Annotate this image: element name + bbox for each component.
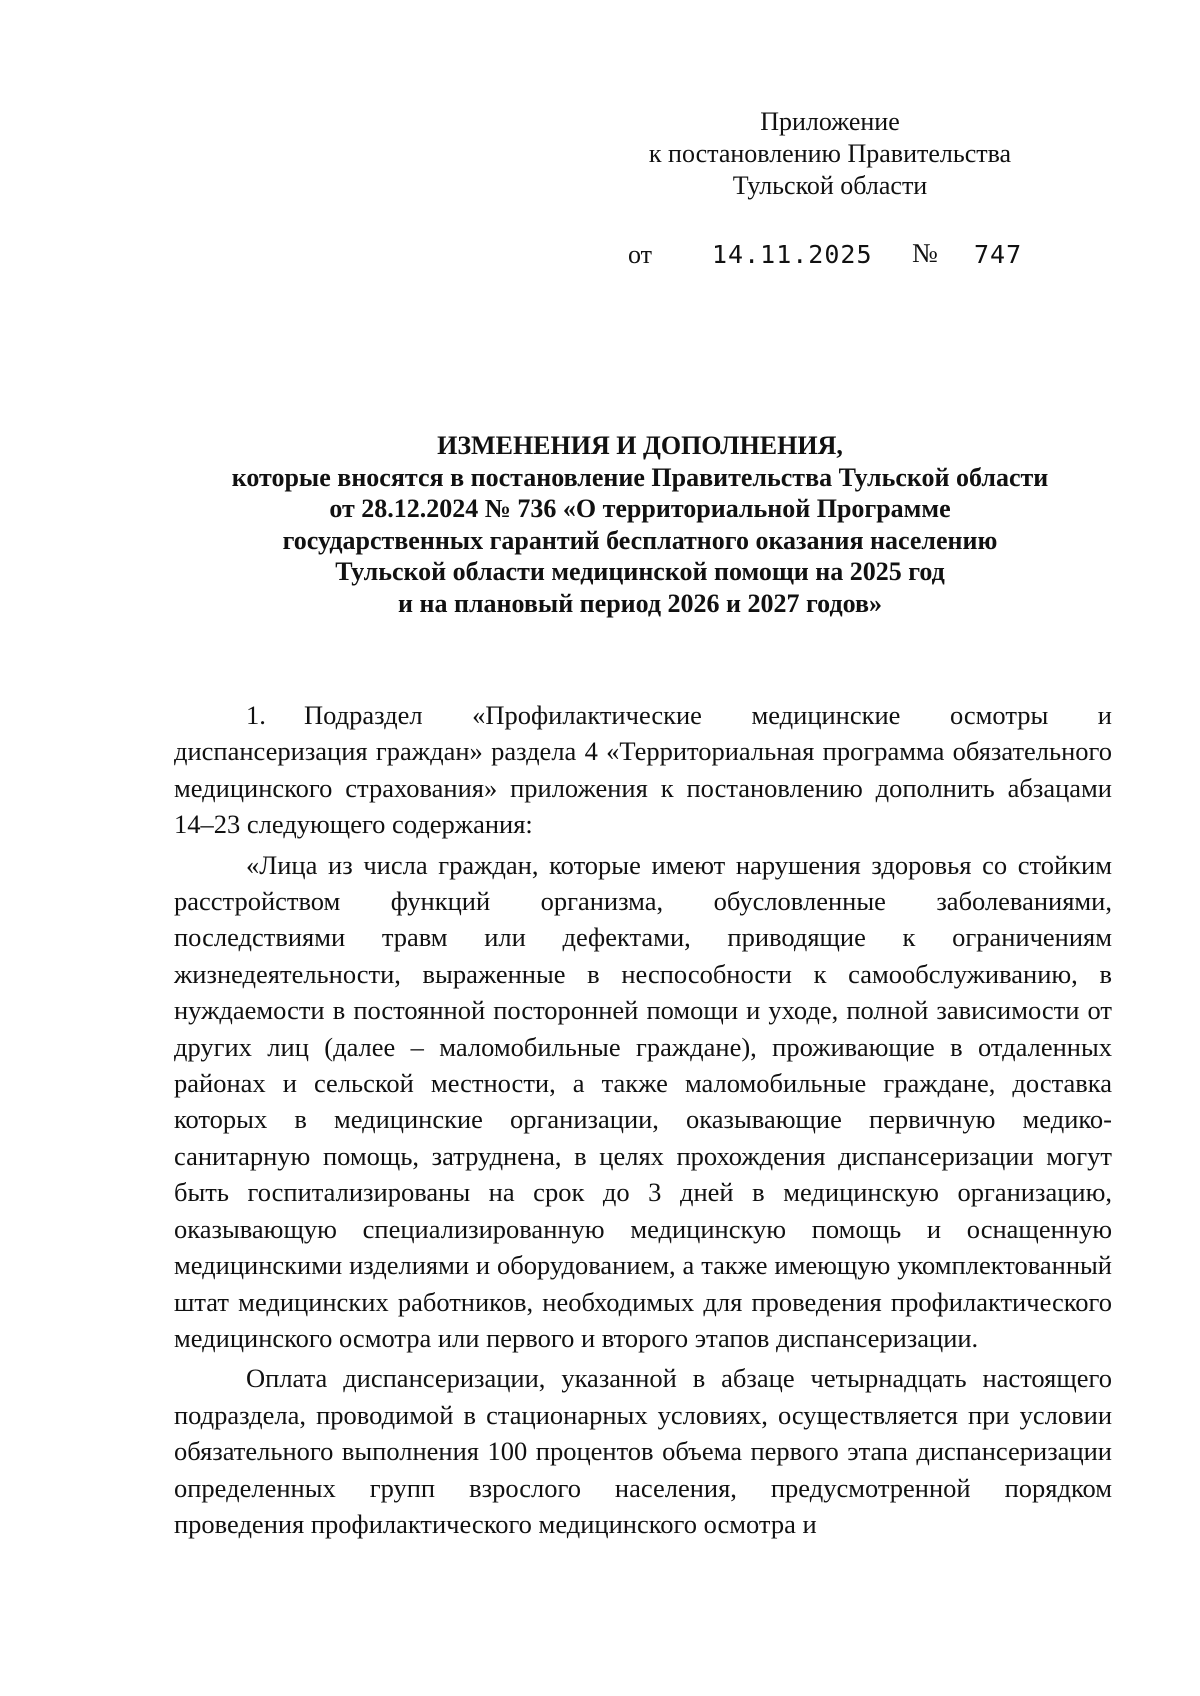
number-sign: №: [912, 238, 938, 268]
title-line: от 28.12.2024 № 736 «О территориальной Программе: [329, 494, 951, 523]
date-prefix: от: [628, 240, 653, 269]
title-line: государственных гарантий бесплатного оказания населению: [282, 525, 998, 555]
document-title: [160, 430, 1120, 619]
paragraph-3: Оплата диспансеризации, указанной в абзаце четырнадцать настоящего подраздела, проводимой в стационарных условиях, осуществляется при условии обязательного выполнения 100 процентов объема первого этапа диспансеризации определенных групп взрослого населения, предусмотренной порядком проведения профилактического медицинского осмотра и: [174, 1363, 1112, 1539]
paragraph-2: «Лица из числа граждан, которые имеют нарушения здоровья со стойким расстройством функций организма, обусловленные заболеваниями, последствиями травм или дефектами, приводящие к ограничениям жизнедеятельности, выраженные в неспособности к самообслуживанию, в нуждаемости в постоянной посторонней помощи и уходе, полной зависимости от других лиц (далее – маломобильные граждане), проживающие в отдаленных районах и сельской местности, а также маломобильные граждане, доставка которых в медицинские организации, оказывающие первичную медико-санитарную помощь, затруднена, в целях прохождения диспансеризации могут быть госпитализированы на срок до 3 дней в медицинскую организацию, оказывающую специализированную медицинскую помощь и оснащенную медицинскими изделиями и оборудованием, а также имеющую укомплектованный штат медицинских работников, необходимых для проведения профилактического медицинского осмотра или первого и второго этапов диспансеризации.: [174, 849, 1112, 1353]
item-number: 1.: [246, 700, 266, 730]
annex-block: [620, 106, 1040, 202]
paragraph-1: [174, 697, 1112, 843]
document-date: 14.11.2025: [712, 240, 873, 269]
title-line: которые вносятся в постановление Правительства Тульской области: [231, 462, 1049, 492]
paragraph-1-text: Подраздел «Профилактические медицинские осмотры и диспансеризация граждан» раздела 4 «Территориальная программа обязательного медицинского страхования» приложения к постановлению дополнить абзацами 14–23 следующего содержания:: [174, 700, 1112, 840]
annex-line: к постановлению Правительства: [648, 139, 1012, 168]
registration-line: [0, 238, 1200, 278]
document-number: 747: [974, 240, 1023, 269]
annex-line: Приложение: [760, 107, 900, 136]
title-line: и на плановый период 2026 и 2027 годов»: [398, 588, 882, 618]
title-line: Тульской области медицинской помощи на 2025 год: [335, 557, 945, 586]
document-body: [174, 697, 1112, 1542]
annex-line: Тульской области: [732, 171, 928, 200]
title-line: ИЗМЕНЕНИЯ И ДОПОЛНЕНИЯ,: [437, 431, 843, 460]
